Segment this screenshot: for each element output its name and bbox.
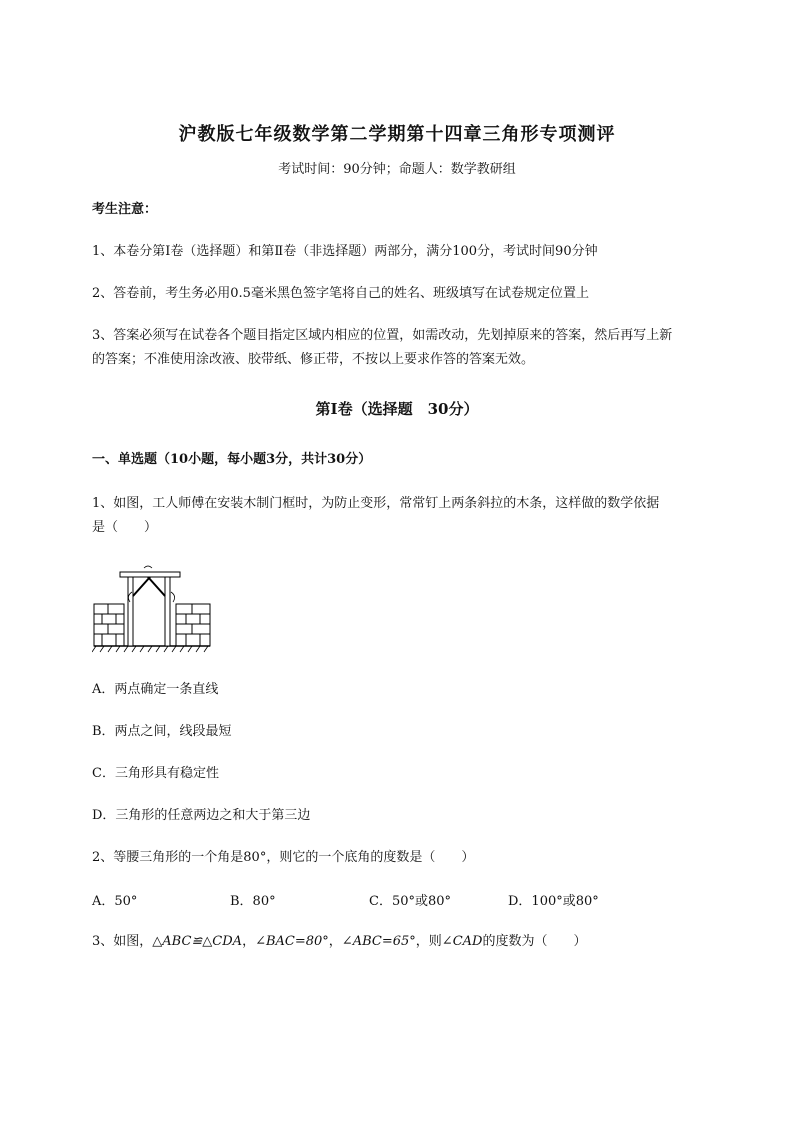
question-2-stem: 2、等腰三角形的一个角是80°，则它的一个底角的度数是（ ） (92, 850, 475, 865)
question-2-option-a: A．50° (92, 894, 138, 909)
question-3-sep3: ，则∠ (415, 934, 453, 949)
question-3-angle-cad: CAD (452, 934, 483, 949)
question-2-option-c: C．50°或80° (369, 894, 452, 909)
exam-info: 考试时间：90分钟；命题人：数学教研组 (278, 162, 516, 177)
question-1-stem-continued: 是（ ） (92, 520, 158, 535)
question-3-angle-abc: ABC=65° (352, 934, 416, 949)
question-3-sep2: ，∠ (328, 934, 353, 949)
door-frame-drawing (92, 562, 212, 654)
question-3-stem (92, 930, 712, 954)
question-1-option-d: D．三角形的任意两边之和大于第三边 (92, 808, 311, 823)
notice-item-1: 1、本卷分第I卷（选择题）和第Ⅱ卷（非选择题）两部分，满分100分，考试时间90分钟 (92, 244, 598, 259)
question-1-option-b: B．两点之间，线段最短 (92, 724, 232, 739)
page-title: 沪教版七年级数学第二学期第十四章三角形专项测评 (178, 124, 616, 145)
question-3-sep1: ，∠ (242, 934, 266, 949)
notice-item-3: 3、答案必须写在试卷各个题目指定区域内相应的位置，如需改动，先划掉原来的答案，然后再写上新 (92, 328, 673, 343)
notice-heading: 考生注意： (92, 202, 158, 217)
question-3-prefix: 3、如图，△ (92, 934, 163, 949)
part-heading: 一、单选题（10小题，每小题3分，共计30分） (92, 452, 372, 467)
question-1-option-a: A．两点确定一条直线 (92, 682, 219, 697)
question-3-angle-bac: BAC=80° (265, 934, 329, 949)
question-1-option-c: C．三角形具有稳定性 (92, 766, 219, 781)
notice-item-2: 2、答卷前，考生务必用0.5毫米黑色签字笔将自己的姓名、班级填写在试卷规定位置上 (92, 286, 589, 301)
question-3-suffix: 的度数为（ ） (482, 934, 587, 949)
question-3-congruence: ABC≌△CDA (162, 934, 243, 949)
notice-item-3-continued: 的答案；不准使用涂改液、胶带纸、修正带，不按以上要求作答的答案无效。 (92, 352, 535, 367)
question-2-option-b: B．80° (230, 894, 276, 909)
door-frame-figure (92, 562, 212, 654)
question-1-stem: 1、如图，工人师傅在安装木制门框时，为防止变形，常常钉上两条斜拉的木条，这样做的数学依据 (92, 496, 660, 511)
question-2-option-d: D．100°或80° (508, 894, 599, 909)
section-title: 第I卷（选择题 30分） (315, 400, 479, 418)
